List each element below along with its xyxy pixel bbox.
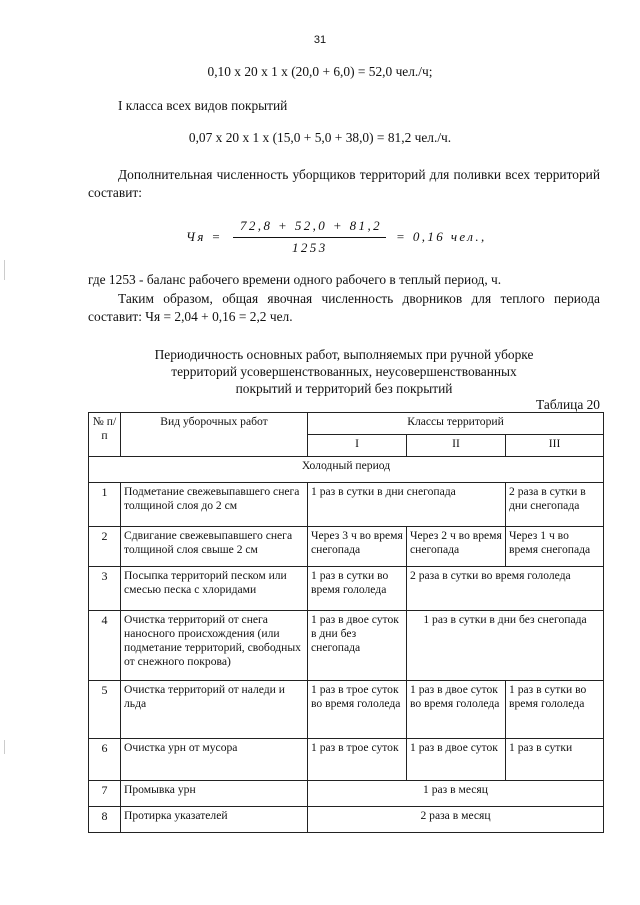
work-type-cell: Сдвигание свежевыпавшего снега толщиной слоя свыше 2 см — [121, 527, 308, 567]
work-type-cell: Подметание свежевыпавшего снега толщиной слоя до 2 см — [121, 483, 308, 527]
formula-numerator: 72,8 + 52,0 + 81,2 — [240, 218, 382, 233]
work-type-cell: Посыпка территорий песком или смесью песка с хлоридами — [121, 567, 308, 611]
class-ii-cell: Через 2 ч во время снегопада — [407, 527, 506, 567]
work-type-cell: Очистка территорий от снега наносного происхождения (или подметание территорий, свободных от снежного покрова) — [121, 611, 308, 681]
formula-denominator: 1253 — [292, 240, 328, 255]
table-caption — [88, 346, 600, 397]
row-number: 6 — [89, 739, 121, 781]
caption-line: территорий усовершенствованных, неусовершенствованных — [171, 364, 517, 379]
row-number: 1 — [89, 483, 121, 527]
class-i-cell: Через 3 ч во время снегопада — [308, 527, 407, 567]
all-classes-cell: 2 раза в месяц — [308, 807, 604, 833]
row-number: 5 — [89, 681, 121, 739]
caption-line: покрытий и территорий без покрытий — [235, 381, 453, 396]
caption-line: Периодичность основных работ, выполняемых при ручной уборке — [154, 347, 534, 362]
scan-edge-mark — [4, 260, 5, 280]
formula-result: = 0,16 чел., — [396, 229, 487, 244]
class-i-cell: 1 раз в трое суток во время гололеда — [308, 681, 407, 739]
table-row — [89, 611, 604, 681]
formula-lhs: Чя = — [186, 229, 223, 244]
header-class-iii: III — [506, 435, 604, 457]
equation-1: 0,10 х 20 х 1 х (20,0 + 6,0) = 52,0 чел./ч; — [207, 64, 433, 79]
class-ii-iii-cell: 2 раза в сутки во время гололеда — [407, 567, 604, 611]
class-iii-cell: 1 раз в сутки во время гололеда — [506, 681, 604, 739]
section-cold-period: Холодный период — [89, 457, 604, 483]
class-iii-cell: 2 раза в сутки в дни снегопада — [506, 483, 604, 527]
class-ii-cell: 1 раз в двое суток — [407, 739, 506, 781]
all-classes-cell: 1 раз в месяц — [308, 781, 604, 807]
header-work-type: Вид уборочных работ — [121, 413, 308, 457]
work-type-cell: Протирка указателей — [121, 807, 308, 833]
paragraph-total: Таким образом, общая явочная численность дворников для теплого периода составит: Чя = 2,04 + 0,16 = 2,2 чел. — [88, 291, 600, 324]
table-row — [89, 739, 604, 781]
row-number: 7 — [89, 781, 121, 807]
table-row — [89, 807, 604, 833]
row-number: 4 — [89, 611, 121, 681]
class-ii-iii-cell: 1 раз в сутки в дни без снегопада — [407, 611, 604, 681]
table-row — [89, 681, 604, 739]
fraction-bar — [233, 237, 386, 238]
paragraph-where: где 1253 - баланс рабочего времени одного рабочего в теплый период, ч. — [88, 272, 502, 287]
class-iii-cell: 1 раз в сутки — [506, 739, 604, 781]
scan-edge-mark — [4, 740, 5, 754]
row-number: 3 — [89, 567, 121, 611]
class-i-cell: 1 раз в сутки во время гололеда — [308, 567, 407, 611]
page-number: 31 — [313, 34, 327, 46]
paragraph-additional: Дополнительная численность уборщиков территорий для поливки всех территорий составит: — [88, 167, 600, 200]
class-iii-cell: Через 1 ч во время снегопада — [506, 527, 604, 567]
class-heading: I класса всех видов покрытий — [118, 98, 288, 113]
table-row — [89, 781, 604, 807]
table-row — [89, 483, 604, 527]
class-i-ii-cell: 1 раз в сутки в дни снегопада — [308, 483, 506, 527]
table-row — [89, 527, 604, 567]
work-type-cell: Очистка территорий от наледи и льда — [121, 681, 308, 739]
class-ii-cell: 1 раз в двое суток во время гололеда — [407, 681, 506, 739]
header-class-i: I — [308, 435, 407, 457]
header-num: № п/п — [89, 413, 121, 457]
schedule-table — [88, 412, 604, 833]
class-i-cell: 1 раз в трое суток — [308, 739, 407, 781]
header-class-ii: II — [407, 435, 506, 457]
table-number: Таблица 20 — [536, 397, 600, 412]
work-type-cell: Промывка урн — [121, 781, 308, 807]
table-row — [89, 567, 604, 611]
equation-2: 0,07 х 20 х 1 х (15,0 + 5,0 + 38,0) = 81,2 чел./ч. — [188, 130, 452, 145]
class-i-cell: 1 раз в двое суток в дни без снегопада — [308, 611, 407, 681]
row-number: 2 — [89, 527, 121, 567]
header-classes: Классы территорий — [308, 413, 604, 435]
work-type-cell: Очистка урн от мусора — [121, 739, 308, 781]
row-number: 8 — [89, 807, 121, 833]
